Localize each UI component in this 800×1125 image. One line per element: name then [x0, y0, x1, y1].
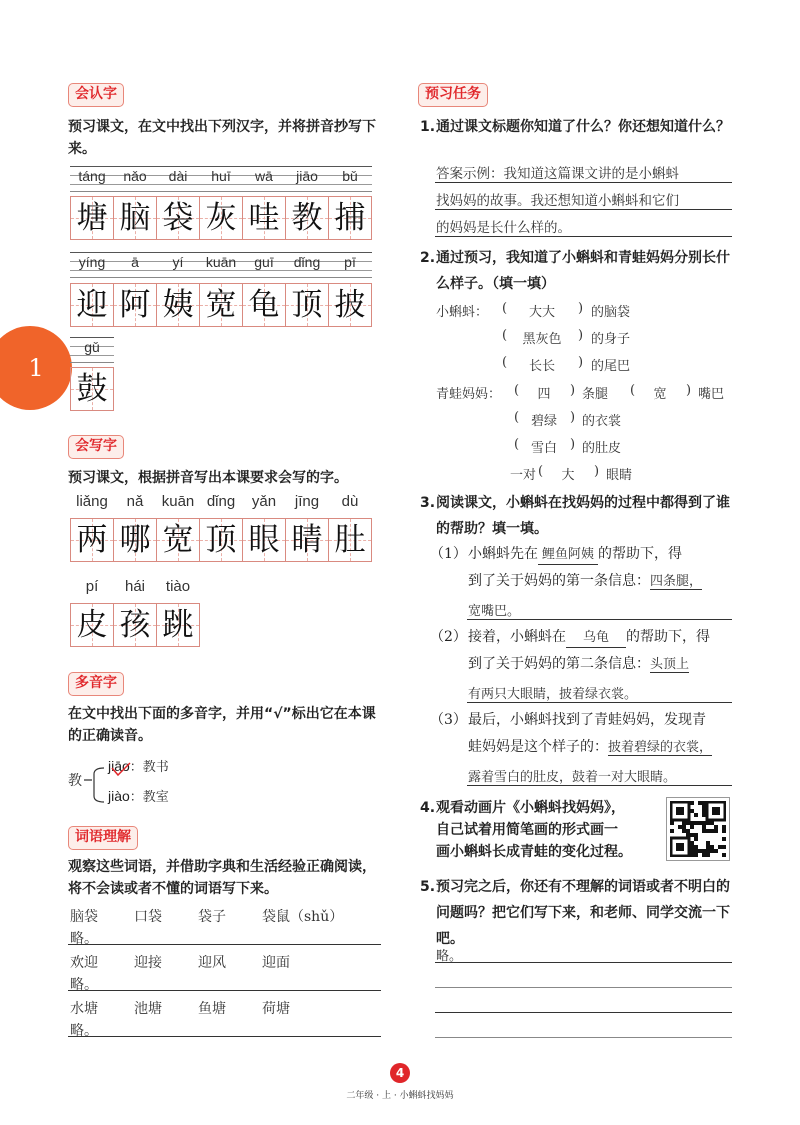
- polyphone-option-2[interactable]: [108, 786, 169, 805]
- recognize-instruction: 预习课文，在文中找出下列汉字，并将拼音抄写下来。: [68, 119, 376, 157]
- fill-answer: 宽: [653, 387, 667, 402]
- section-tag-tasks: 预习任务: [418, 83, 488, 107]
- character-cell: [113, 196, 157, 240]
- option-pinyin: jiào: [108, 788, 130, 804]
- section-tag-recognize: 会认字: [68, 83, 124, 107]
- item-line-1: [468, 707, 706, 734]
- q5-answer: 略。: [436, 949, 463, 964]
- character-cell: [156, 518, 200, 562]
- item-number: （1）: [430, 546, 467, 562]
- answer-text: 披着碧绿的衣裳，: [608, 740, 713, 755]
- pinyin: dǐng: [293, 254, 321, 270]
- answer-line[interactable]: [467, 785, 732, 786]
- character-grid: [70, 196, 371, 240]
- paren-open: (: [502, 355, 508, 370]
- item-text: 的帮助下，得: [626, 629, 710, 645]
- character: 迎: [76, 287, 108, 323]
- vocab-answer: 略。: [70, 931, 98, 947]
- pinyin: nǎo: [123, 168, 147, 184]
- character-cell: [285, 283, 329, 327]
- character-cell: [70, 518, 114, 562]
- answer-text: 露着雪白的肚皮，鼓着一对大眼睛。: [468, 770, 677, 785]
- fill-suffix: 条腿: [582, 387, 609, 402]
- fill-answer: 长长: [528, 359, 555, 374]
- character: 两: [76, 522, 108, 558]
- answer-text: 头顶上: [650, 657, 690, 672]
- question-number: 5.: [420, 879, 436, 895]
- pinyin: pī: [344, 254, 356, 270]
- vocab-word: 水塘: [70, 1001, 98, 1017]
- vocab-word: 迎风: [198, 955, 226, 971]
- fill-suffix: 的脑袋: [591, 305, 631, 320]
- pinyin: dǐng: [206, 493, 236, 510]
- polyphone-option-1[interactable]: [108, 756, 169, 775]
- item-line-2: [468, 568, 702, 595]
- paren-close: ): [578, 328, 584, 343]
- fill-prefix: 一对: [510, 468, 537, 483]
- character: 脑: [119, 200, 151, 236]
- character-cell: [242, 283, 286, 327]
- character: 姨: [162, 287, 194, 323]
- character: 鼓: [76, 371, 108, 407]
- answer-line[interactable]: [435, 1037, 732, 1038]
- character: 眼: [248, 522, 280, 558]
- pinyin: tiào: [165, 578, 191, 595]
- character: 宽: [162, 522, 194, 558]
- question-text: 通过课文标题你知道了什么？你还想知道什么？: [436, 119, 730, 135]
- paren-open: (: [514, 410, 520, 425]
- answer-line[interactable]: [467, 702, 732, 703]
- pinyin: guī: [254, 254, 274, 270]
- option-word: ：教室: [129, 790, 169, 805]
- option-pinyin: jiāo: [108, 758, 130, 774]
- character-cell: [156, 283, 200, 327]
- fill-answer: 大大: [528, 305, 555, 320]
- answer-text: 宽嘴巴。: [468, 604, 521, 619]
- question-text: 通过预习，我知道了小蝌蚪和青蛙妈妈分别长什么样子。（填一填）: [436, 250, 730, 292]
- qr-code[interactable]: [666, 797, 730, 861]
- character-cell: [199, 283, 243, 327]
- pinyin: kuān: [161, 493, 195, 510]
- paren-open: (: [502, 301, 508, 316]
- fill-answer: 黑灰色: [522, 332, 562, 347]
- pinyin-writing-line[interactable]: [70, 166, 372, 192]
- fill-answer: 四: [537, 387, 551, 402]
- question-2: [420, 245, 736, 297]
- answer-line[interactable]: [435, 236, 732, 237]
- pinyin: liǎng: [76, 493, 108, 510]
- character: 阿: [119, 287, 151, 323]
- character: 肚: [334, 522, 366, 558]
- answer-text: 四条腿，: [650, 574, 703, 589]
- vocab-word: 袋子: [198, 909, 226, 925]
- paren-close: ): [570, 410, 576, 425]
- paren-open: (: [514, 437, 520, 452]
- pinyin: jīng: [294, 493, 320, 510]
- paren-close: ): [578, 355, 584, 370]
- pinyin: bǔ: [342, 168, 358, 184]
- paren-open: (: [502, 328, 508, 343]
- character-cell: [70, 367, 114, 411]
- character: 哪: [119, 522, 151, 558]
- lesson-number: 1: [28, 354, 44, 382]
- pinyin: yíng: [78, 254, 106, 270]
- character: 披: [334, 287, 366, 323]
- item-line-1: [468, 541, 682, 568]
- character-grid: [70, 283, 371, 327]
- check-mark-icon: [110, 762, 134, 778]
- answer-line[interactable]: [68, 944, 381, 945]
- character: 孩: [119, 607, 151, 643]
- question-4: [420, 797, 670, 863]
- character-cell: [70, 603, 114, 647]
- paren-open: (: [538, 464, 544, 479]
- vocab-word: 池塘: [134, 1001, 162, 1017]
- pinyin: kuān: [205, 254, 237, 270]
- character-cell: [285, 196, 329, 240]
- section-tag-vocab: 词语理解: [68, 826, 138, 850]
- question-text: 阅读课文，小蝌蚪在找妈妈的过程中都得到了谁的帮助？填一填。: [436, 495, 730, 537]
- answer-line[interactable]: [467, 619, 732, 620]
- page-number-badge: [390, 1063, 410, 1083]
- character-grid: [70, 367, 113, 411]
- character-cell: [199, 196, 243, 240]
- fill-answer: 雪白: [530, 441, 557, 456]
- item-number: （2）: [430, 629, 467, 645]
- paren-close: ): [570, 383, 576, 398]
- question-3: [420, 490, 736, 542]
- character-cell: [156, 196, 200, 240]
- footer-caption: 二年级 · 上 · 小蝌蚪找妈妈: [346, 1091, 454, 1101]
- character-cell: [113, 603, 157, 647]
- character-cell: [242, 518, 286, 562]
- answer-line[interactable]: [68, 1036, 381, 1037]
- question-text-line: 自己试着用简笔画的形式画一: [436, 822, 618, 838]
- pinyin: pí: [85, 578, 99, 595]
- pinyin: dài: [168, 168, 188, 184]
- vocab-answer: 略。: [70, 1023, 98, 1039]
- vocab-word: 口袋: [134, 909, 162, 925]
- character-cell: [328, 196, 372, 240]
- character: 皮: [76, 607, 108, 643]
- item-text: 蛙妈妈是这个样子的：: [468, 739, 608, 755]
- answer-text: 有两只大眼睛，披着绿衣裳。: [468, 687, 638, 702]
- character: 捕: [334, 200, 366, 236]
- vocab-word: 袋鼠（shǔ）: [262, 909, 344, 925]
- question-number: 2.: [420, 250, 436, 266]
- character: 睛: [291, 522, 323, 558]
- character: 顶: [291, 287, 323, 323]
- character: 顶: [205, 522, 237, 558]
- pinyin: yí: [172, 254, 184, 270]
- vocab-word: 迎接: [134, 955, 162, 971]
- answer-line[interactable]: [435, 182, 732, 183]
- item-line-1: [468, 624, 710, 651]
- answer-line[interactable]: [435, 962, 732, 963]
- character-cell: [328, 518, 372, 562]
- vocab-word: 脑袋: [70, 909, 98, 925]
- pinyin: yǎn: [251, 493, 277, 510]
- answer-text: 的妈妈是长什么样的。: [436, 220, 571, 236]
- character: 龟: [248, 287, 280, 323]
- character-cell: [199, 518, 243, 562]
- item-number: （3）: [430, 712, 467, 728]
- question-text: 预习完之后，你还有不理解的词语或者不明白的问题吗？把它们写下来，和老师、同学交流一下吧。: [436, 879, 730, 947]
- question-number: 1.: [420, 119, 436, 135]
- character-cell: [156, 603, 200, 647]
- answer-line[interactable]: [435, 209, 732, 210]
- character: 跳: [162, 607, 194, 643]
- frog-label: 青蛙妈妈：: [436, 387, 502, 402]
- pinyin: nǎ: [126, 493, 144, 510]
- item-text: 到了关于妈妈的第二条信息：: [468, 656, 650, 672]
- character: 宽: [205, 287, 237, 323]
- question-1: [420, 114, 736, 140]
- write-instruction: 预习课文，根据拼音写出本课要求会写的字。: [68, 470, 348, 486]
- paren-open: (: [514, 383, 520, 398]
- item-text: 到了关于妈妈的第一条信息：: [468, 573, 650, 589]
- character-grid: [70, 518, 371, 562]
- question-number: 3.: [420, 495, 436, 511]
- character: 哇: [248, 200, 280, 236]
- question-text-line: 画小蝌蚪长成青蛙的变化过程。: [436, 844, 632, 860]
- pinyin-writing-line[interactable]: [70, 337, 114, 363]
- fill-answer: 碧绿: [530, 414, 557, 429]
- pinyin: ā: [131, 254, 139, 270]
- question-number: 4.: [420, 800, 436, 816]
- page-number: 4: [395, 1066, 405, 1080]
- character: 灰: [205, 200, 237, 236]
- paren-open: (: [630, 383, 636, 398]
- item-text: 小蝌蚪先在: [468, 546, 538, 562]
- polyphone-instruction: 在文中找出下面的多音字，并用“√”标出它在本课的正确读音。: [68, 706, 376, 744]
- fill-suffix: 嘴巴: [698, 387, 725, 402]
- polyphone-char: 教: [68, 773, 82, 789]
- pinyin: táng: [78, 168, 106, 184]
- vocab-answer: 略。: [70, 977, 98, 993]
- character-cell: [328, 283, 372, 327]
- question-text-line: 观看动画片《小蝌蚪找妈妈》，: [436, 800, 625, 816]
- pinyin-writing-line[interactable]: [70, 252, 372, 278]
- paren-close: ): [594, 464, 600, 479]
- vocab-word: 欢迎: [70, 955, 98, 971]
- section-tag-write: 会写字: [68, 435, 124, 459]
- item-text: 最后，小蝌蚪找到了青蛙妈妈，发现青: [468, 712, 706, 728]
- pinyin: huī: [211, 168, 231, 184]
- option-word: ：教书: [129, 760, 169, 775]
- character: 塘: [76, 200, 108, 236]
- character-cell: [113, 518, 157, 562]
- paren-close: ): [570, 437, 576, 452]
- fill-answer[interactable]: 鲤鱼阿姨: [538, 546, 598, 565]
- pinyin: gǔ: [84, 339, 100, 355]
- vocab-word: 迎面: [262, 955, 290, 971]
- pinyin: wā: [255, 168, 273, 184]
- question-5: [420, 874, 736, 952]
- item-line-2: [468, 651, 689, 678]
- character-grid: [70, 603, 199, 647]
- character-cell: [285, 518, 329, 562]
- answer-text: 找妈妈的故事。我还想知道小蝌蚪和它们: [436, 193, 679, 209]
- fill-answer: 大: [561, 468, 575, 483]
- fill-suffix: 的身子: [591, 332, 631, 347]
- lesson-number-badge: [0, 326, 72, 410]
- fill-answer[interactable]: 乌龟: [566, 629, 626, 648]
- pinyin: jiāo: [296, 168, 318, 184]
- vocab-word: 鱼塘: [198, 1001, 226, 1017]
- tadpole-label: 小蝌蚪：: [436, 305, 489, 320]
- character: 教: [291, 200, 323, 236]
- paren-close: ): [686, 383, 692, 398]
- answer-text: 答案示例：我知道这篇课文讲的是小蝌蚪: [436, 166, 679, 182]
- answer-line[interactable]: [435, 987, 732, 988]
- character: 袋: [162, 200, 194, 236]
- fill-suffix: 的肚皮: [582, 441, 622, 456]
- item-line-2: [468, 734, 712, 761]
- character-cell: [113, 283, 157, 327]
- paren-close: ): [578, 301, 584, 316]
- fill-suffix: 的尾巴: [591, 359, 631, 374]
- character-cell: [70, 196, 114, 240]
- pinyin: hái: [124, 578, 146, 595]
- section-tag-polyphone: 多音字: [68, 672, 124, 696]
- answer-line[interactable]: [68, 990, 381, 991]
- vocab-word: 荷塘: [262, 1001, 290, 1017]
- item-text: 接着，小蝌蚪在: [468, 629, 566, 645]
- fill-suffix: 的衣裳: [582, 414, 622, 429]
- pinyin: dù: [341, 493, 359, 510]
- fill-suffix: 眼睛: [606, 468, 633, 483]
- answer-line[interactable]: [435, 1012, 732, 1013]
- character-cell: [242, 196, 286, 240]
- character-cell: [70, 283, 114, 327]
- item-text: 的帮助下，得: [598, 546, 682, 562]
- vocab-instruction: 观察这些词语，并借助字典和生活经验正确阅读，将不会读或者不懂的词语写下来。: [68, 859, 376, 897]
